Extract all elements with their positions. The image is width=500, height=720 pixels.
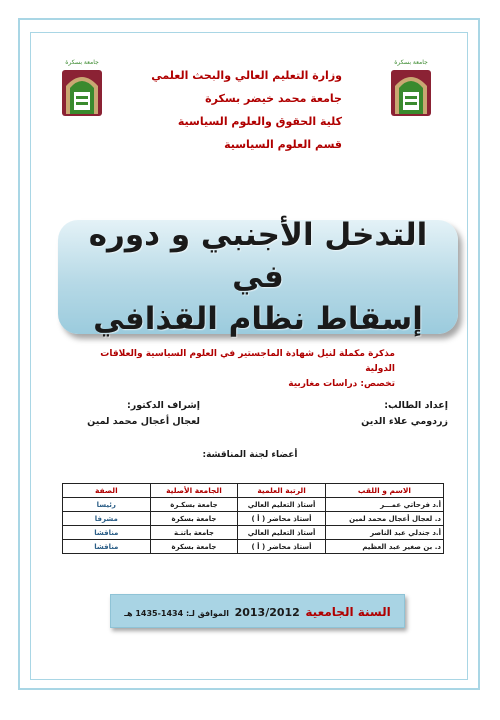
academic-year-value: 2013/2012	[234, 606, 300, 619]
member-rank: أستاذ محاضر ( أ )	[238, 540, 326, 554]
member-rank: أستاذ محاضر ( أ )	[238, 512, 326, 526]
table-row	[63, 512, 444, 526]
committee-title: أعضاء لجنة المناقشة:	[202, 450, 298, 460]
member-university: جامعة باتنـة	[150, 526, 238, 540]
logo-text: جامعة بسكرة	[65, 59, 99, 66]
department-name: قسم العلوم السياسية	[224, 138, 342, 151]
member-university: جامعة بسكـرة	[150, 498, 238, 512]
university-logo-left	[56, 56, 108, 120]
committee-table	[62, 483, 444, 554]
faculty-name: كلية الحقوق والعلوم السياسية	[177, 115, 342, 128]
specialization: تخصص: دراسات مغاربية	[288, 379, 395, 389]
member-name: د. بن صغير عبد العظيم	[325, 540, 443, 554]
thesis-title-line-1: التدخل الأجنبي و دوره في	[88, 217, 428, 295]
member-university: جامعة بسكرة	[150, 540, 238, 554]
member-role: مشرفا	[63, 512, 151, 526]
academic-year-hijri: الموافق لـ: 1434-1435 هـ	[124, 609, 229, 618]
member-name: د. لعجال أعجال محمد لمين	[325, 512, 443, 526]
ministry-name: وزارة التعليم العالي والبحث العلمي	[151, 69, 342, 82]
table-row	[63, 526, 444, 540]
column-header: الجامعة الأصلية	[150, 484, 238, 498]
member-name: أ.د جندلي عبد الناصر	[325, 526, 443, 540]
student-block	[361, 398, 448, 430]
academic-year-box	[110, 594, 405, 628]
supervisor-label: إشراف الدكتور:	[126, 400, 200, 411]
degree-statement: مذكرة مكملة لنيل شهادة الماجستير في العلوم السياسية والعلاقات الدولية	[100, 349, 395, 374]
institution-header	[122, 64, 342, 156]
column-header: الاسم و اللقب	[325, 484, 443, 498]
university-logo-right	[385, 56, 437, 120]
member-role: رئيسا	[63, 498, 151, 512]
member-rank: أستاذ التعليم العالي	[238, 526, 326, 540]
student-label: إعداد الطالب:	[384, 400, 448, 411]
supervisor-name: لعجال أعجال محمد لمين	[87, 416, 200, 427]
supervisor-block	[87, 398, 200, 430]
thesis-title-box	[58, 217, 458, 337]
committee-header-row	[63, 484, 444, 498]
member-role: مناقشا	[63, 540, 151, 554]
logo-text: جامعة بسكرة	[394, 59, 428, 66]
thesis-title-line-2: إسقاط نظام القذافي	[93, 301, 423, 337]
student-name: زردومي علاء الدين	[361, 416, 448, 427]
academic-year-label: السنة الجامعية	[305, 605, 391, 619]
member-name: أ.د فرحاتي عمـــر	[325, 498, 443, 512]
table-row	[63, 540, 444, 554]
column-header: الصفة	[63, 484, 151, 498]
university-name: جامعة محمد خيضر بسكرة	[205, 92, 342, 105]
thesis-subtitle	[75, 347, 395, 392]
member-rank: أستاذ التعليم العالي	[238, 498, 326, 512]
member-role: مناقشا	[63, 526, 151, 540]
table-row	[63, 498, 444, 512]
column-header: الرتبة العلمية	[238, 484, 326, 498]
member-university: جامعة بسكرة	[150, 512, 238, 526]
